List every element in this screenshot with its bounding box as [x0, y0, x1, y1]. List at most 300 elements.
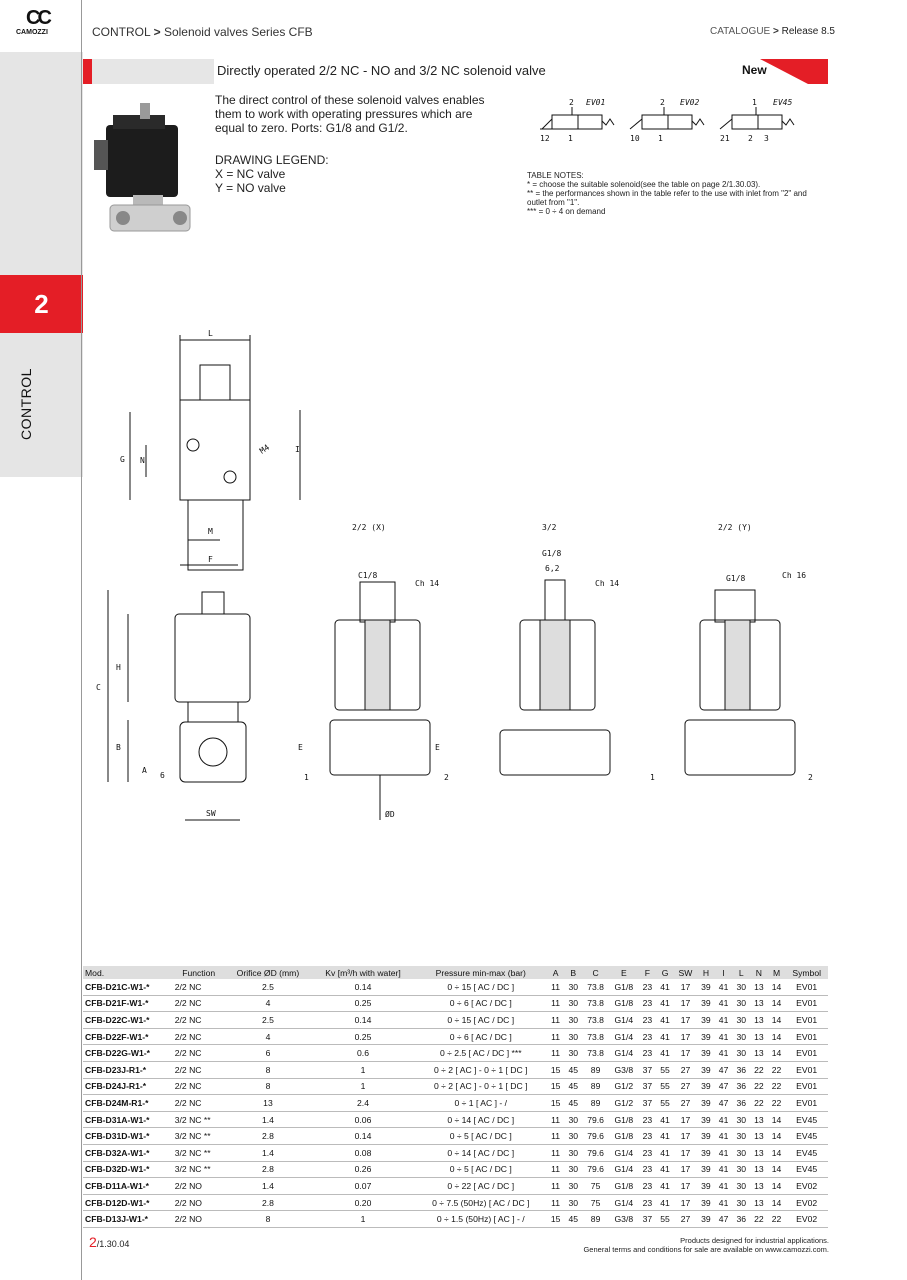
port-1-y: 1 [650, 773, 655, 782]
table-cell: 36 [732, 1211, 750, 1228]
table-cell: G1/4 [609, 1161, 638, 1178]
table-row [83, 1111, 828, 1128]
table-row [83, 1161, 828, 1178]
dim-G: G [120, 455, 125, 464]
table-cell: 0 ÷ 15 [ AC / DC ] [415, 1012, 547, 1029]
table-cell: 47 [715, 1095, 733, 1112]
table-body [83, 979, 828, 1227]
table-cell: 1 [311, 1211, 414, 1228]
table-cell: 4 [225, 1028, 312, 1045]
valve-symbols [530, 95, 810, 150]
table-cell: 2.5 [225, 979, 312, 995]
model-code: CFB-D31A-W1-* [83, 1111, 173, 1128]
table-cell: 30 [732, 1128, 750, 1145]
table-row [83, 1028, 828, 1045]
table-cell: 39 [697, 1194, 715, 1211]
table-cell: 41 [656, 979, 674, 995]
table-cell: 13 [750, 1111, 768, 1128]
legend-title: DRAWING LEGEND: [215, 153, 329, 167]
table-cell: 30 [732, 1161, 750, 1178]
table-cell: 39 [697, 1178, 715, 1195]
symbol-ev45-port-21: 21 [720, 134, 730, 143]
table-cell: 23 [639, 1128, 657, 1145]
table-cell: 41 [656, 1028, 674, 1045]
table-cell: 13 [750, 1194, 768, 1211]
table-cell: 41 [715, 1012, 733, 1029]
table-cell: 2/2 NC [173, 1095, 225, 1112]
dim-C: C [96, 683, 101, 692]
table-cell: G1/8 [609, 1178, 638, 1195]
table-cell: 79.6 [582, 1144, 609, 1161]
table-cell: 13 [750, 1178, 768, 1195]
table-cell: 73.8 [582, 979, 609, 995]
table-cell: 23 [639, 995, 657, 1012]
table-cell: 0.07 [311, 1178, 414, 1195]
table-cell: G1/4 [609, 1144, 638, 1161]
symbol-ev45-port-3: 3 [764, 134, 769, 143]
table-row [83, 1078, 828, 1095]
table-cell: 11 [547, 1161, 565, 1178]
symbol-ev02 [630, 98, 704, 143]
port-1-x: 1 [304, 773, 309, 782]
table-cell: 17 [674, 1161, 697, 1178]
camozzi-logo-icon: CC [26, 7, 49, 29]
table-cell: 14 [768, 1028, 786, 1045]
dim-H: H [116, 663, 121, 672]
table-cell: 30 [732, 1178, 750, 1195]
table-cell: 39 [697, 1078, 715, 1095]
table-cell: 0 ÷ 5 [ AC / DC ] [415, 1161, 547, 1178]
legend-y: Y = NO valve [215, 181, 286, 195]
camozzi-logo-text: CAMOZZI [16, 29, 48, 36]
table-cell: 22 [750, 1095, 768, 1112]
model-code: CFB-D13J-W1-* [83, 1211, 173, 1228]
table-cell: 23 [639, 1028, 657, 1045]
port-g18-32: G1/8 [542, 549, 562, 558]
table-cell: 41 [656, 1012, 674, 1029]
port-g18-y: G1/8 [726, 574, 746, 583]
dim-E-x: E [298, 743, 303, 752]
model-code: CFB-D31D-W1-* [83, 1128, 173, 1145]
table-cell: 3/2 NC ** [173, 1161, 225, 1178]
table-cell: 14 [768, 1144, 786, 1161]
ch16-label-y: Ch 16 [782, 571, 807, 580]
table-cell: 2.8 [225, 1161, 312, 1178]
table-header-row [83, 966, 828, 979]
dim-M4: M4 [257, 442, 272, 456]
table-cell: 1 [311, 1078, 414, 1095]
title-image-band [92, 59, 214, 84]
table-cell: EV01 [785, 1012, 828, 1029]
symbol-ev45-port-1: 1 [752, 98, 757, 107]
symbol-ev02-port-2: 2 [660, 98, 665, 107]
table-cell: G1/2 [609, 1078, 638, 1095]
model-code: CFB-D24J-R1-* [83, 1078, 173, 1095]
table-header-cell: L [732, 966, 750, 979]
table-cell: 30 [564, 995, 582, 1012]
table-cell: 0.25 [311, 1028, 414, 1045]
table-cell: G1/8 [609, 995, 638, 1012]
breadcrumb [92, 25, 313, 39]
table-header-cell: F [639, 966, 657, 979]
footer-line-1: Products designed for industrial applications. [680, 1236, 829, 1245]
product-description: The direct control of these solenoid valves enables them to work with operating pressures which are equal to zero. Ports: G1/8 and G1/2. [215, 93, 485, 135]
table-cell: 3/2 NC ** [173, 1144, 225, 1161]
table-cell: 39 [697, 1095, 715, 1112]
note-2: ** = the performances shown in the table refer to the use with inlet from "2" and outlet from "1". [527, 189, 807, 207]
table-cell: 41 [656, 1111, 674, 1128]
table-cell: G3/8 [609, 1211, 638, 1228]
drawing-legend [215, 153, 329, 195]
table-cell: 27 [674, 1061, 697, 1078]
table-cell: 37 [639, 1078, 657, 1095]
table-cell: 15 [547, 1061, 565, 1078]
table-cell: 30 [564, 1144, 582, 1161]
model-code: CFB-D12D-W1-* [83, 1194, 173, 1211]
symbol-ev02-code: EV02 [680, 98, 700, 107]
dim-I: I [295, 445, 300, 454]
table-cell: 1.4 [225, 1178, 312, 1195]
table-cell: 6 [225, 1045, 312, 1062]
table-cell: 39 [697, 1211, 715, 1228]
table-cell: 47 [715, 1211, 733, 1228]
table-cell: EV02 [785, 1211, 828, 1228]
table-cell: 45 [564, 1095, 582, 1112]
catalogue-separator: > [773, 26, 779, 37]
table-cell: 41 [715, 1144, 733, 1161]
table-cell: 11 [547, 995, 565, 1012]
table-cell: EV45 [785, 1128, 828, 1145]
table-cell: 8 [225, 1211, 312, 1228]
breadcrumb-section[interactable]: CONTROL [92, 25, 151, 39]
table-cell: 23 [639, 1045, 657, 1062]
table-cell: 13 [750, 1012, 768, 1029]
table-cell: 41 [656, 995, 674, 1012]
table-row [83, 1095, 828, 1112]
table-cell: 37 [639, 1211, 657, 1228]
table-cell: 17 [674, 1178, 697, 1195]
table-cell: 11 [547, 1128, 565, 1145]
table-cell: 14 [768, 1161, 786, 1178]
table-cell: 30 [732, 979, 750, 995]
table-cell: 11 [547, 1045, 565, 1062]
table-cell: 13 [750, 1128, 768, 1145]
table-cell: EV01 [785, 1078, 828, 1095]
table-row [83, 1012, 828, 1029]
table-cell: 0 ÷ 2 [ AC ] - 0 ÷ 1 [ DC ] [415, 1061, 547, 1078]
table-header-cell: SW [674, 966, 697, 979]
table-cell: 39 [697, 1161, 715, 1178]
table-cell: EV45 [785, 1161, 828, 1178]
table-cell: 2/2 NO [173, 1178, 225, 1195]
table-cell: 73.8 [582, 1028, 609, 1045]
table-cell: 11 [547, 979, 565, 995]
table-cell: 41 [715, 995, 733, 1012]
table-cell: 2.5 [225, 1012, 312, 1029]
table-cell: 15 [547, 1211, 565, 1228]
table-cell: 41 [656, 1194, 674, 1211]
dim-E-x2: E [435, 743, 440, 752]
table-cell: EV01 [785, 1028, 828, 1045]
table-cell: 22 [750, 1061, 768, 1078]
table-row [83, 1144, 828, 1161]
section-32-view [500, 580, 610, 775]
table-header-cell: B [564, 966, 582, 979]
dim-F: F [208, 555, 213, 564]
table-cell: 0 ÷ 5 [ AC / DC ] [415, 1128, 547, 1145]
table-cell: 30 [564, 1012, 582, 1029]
legend-x: X = NC valve [215, 167, 286, 181]
model-code: CFB-D11A-W1-* [83, 1178, 173, 1195]
table-cell: 0.06 [311, 1111, 414, 1128]
table-cell: 89 [582, 1095, 609, 1112]
table-cell: 0 ÷ 2.5 [ AC / DC ] *** [415, 1045, 547, 1062]
table-cell: 55 [656, 1061, 674, 1078]
dim-6-2: 6,2 [545, 564, 560, 573]
model-code: CFB-D23J-R1-* [83, 1061, 173, 1078]
page-number-main: 2 [89, 1234, 97, 1250]
table-cell: 3/2 NC ** [173, 1111, 225, 1128]
table-cell: 47 [715, 1061, 733, 1078]
table-cell: 2/2 NO [173, 1211, 225, 1228]
table-cell: EV45 [785, 1111, 828, 1128]
table-cell: 41 [715, 1178, 733, 1195]
table-cell: 2/2 NC [173, 1078, 225, 1095]
table-cell: 27 [674, 1078, 697, 1095]
table-cell: 39 [697, 979, 715, 995]
table-cell: 75 [582, 1194, 609, 1211]
table-cell: 89 [582, 1061, 609, 1078]
table-cell: 45 [564, 1211, 582, 1228]
table-cell: 30 [564, 1178, 582, 1195]
table-cell: 55 [656, 1095, 674, 1112]
symbol-ev01-port-12: 12 [540, 134, 550, 143]
dim-6: 6 [160, 771, 165, 780]
table-cell: 39 [697, 1045, 715, 1062]
table-cell: 41 [656, 1161, 674, 1178]
table-cell: G1/2 [609, 1095, 638, 1112]
table-cell: 22 [768, 1078, 786, 1095]
table-header-cell: C [582, 966, 609, 979]
model-code: CFB-D21C-W1-* [83, 979, 173, 995]
table-cell: 39 [697, 1128, 715, 1145]
table-cell: 0 ÷ 1.5 (50Hz) [ AC ] - / [415, 1211, 547, 1228]
table-header-cell: Pressure min-max (bar) [415, 966, 547, 979]
table-cell: 30 [564, 1128, 582, 1145]
table-row [83, 1128, 828, 1145]
port-2-y: 2 [808, 773, 813, 782]
table-cell: 41 [656, 1144, 674, 1161]
model-code: CFB-D24M-R1-* [83, 1095, 173, 1112]
symbol-ev45-code: EV45 [773, 98, 793, 107]
table-cell: 2/2 NC [173, 1012, 225, 1029]
table-cell: 8 [225, 1061, 312, 1078]
table-cell: 0 ÷ 2 [ AC ] - 0 ÷ 1 [ DC ] [415, 1078, 547, 1095]
symbol-ev02-port-1: 1 [658, 134, 663, 143]
table-cell: 41 [715, 1111, 733, 1128]
table-cell: G1/8 [609, 979, 638, 995]
table-cell: 41 [715, 1045, 733, 1062]
table-cell: 0.14 [311, 1012, 414, 1029]
table-cell: 39 [697, 1028, 715, 1045]
table-cell: 0 ÷ 14 [ AC / DC ] [415, 1144, 547, 1161]
table-cell: 30 [732, 1194, 750, 1211]
table-cell: 1.4 [225, 1144, 312, 1161]
table-cell: 30 [732, 1045, 750, 1062]
table-cell: 89 [582, 1211, 609, 1228]
footer-text [583, 1236, 829, 1254]
table-cell: 23 [639, 1144, 657, 1161]
breadcrumb-page: Solenoid valves Series CFB [163, 25, 313, 39]
new-badge: New [742, 63, 767, 77]
table-cell: 2.8 [225, 1194, 312, 1211]
table-header-cell: Kv [m³/h with water] [311, 966, 414, 979]
table-cell: 1.4 [225, 1111, 312, 1128]
table-cell: 0 ÷ 14 [ AC / DC ] [415, 1111, 547, 1128]
table-cell: 11 [547, 1178, 565, 1195]
table-cell: 79.6 [582, 1128, 609, 1145]
table-cell: 17 [674, 1111, 697, 1128]
table-header-cell: M [768, 966, 786, 979]
model-code: CFB-D22C-W1-* [83, 1012, 173, 1029]
table-cell: 22 [768, 1211, 786, 1228]
table-cell: 41 [715, 1161, 733, 1178]
table-cell: 39 [697, 1144, 715, 1161]
note-1: * = choose the suitable solenoid(see the table on page 2/1.30.03). [527, 180, 761, 189]
table-header-cell: I [715, 966, 733, 979]
table-cell: 41 [656, 1128, 674, 1145]
table-cell: G3/8 [609, 1061, 638, 1078]
sidebar-band [0, 52, 83, 477]
table-cell: 13 [750, 1161, 768, 1178]
table-cell: 30 [564, 1045, 582, 1062]
table-cell: 30 [732, 995, 750, 1012]
dim-A: A [142, 766, 147, 775]
table-cell: 30 [564, 979, 582, 995]
table-cell: 13 [750, 979, 768, 995]
table-cell: 17 [674, 1028, 697, 1045]
table-cell: 14 [768, 995, 786, 1012]
model-code: CFB-D22F-W1-* [83, 1028, 173, 1045]
sidebar-chapter-number[interactable]: 2 [0, 275, 83, 333]
table-cell: 4 [225, 995, 312, 1012]
title-accent [83, 59, 92, 84]
footer-line-2: General terms and conditions for sale are available on www.camozzi.com. [583, 1245, 829, 1254]
table-cell: 11 [547, 1144, 565, 1161]
table-cell: 11 [547, 1111, 565, 1128]
table-cell: 14 [768, 1128, 786, 1145]
table-cell: 0 ÷ 6 [ AC / DC ] [415, 995, 547, 1012]
table-cell: 13 [750, 1028, 768, 1045]
table-cell: 30 [564, 1161, 582, 1178]
section-nc-view [330, 582, 430, 820]
table-header-cell: Mod. [83, 966, 173, 979]
symbol-ev01-port-2: 2 [569, 98, 574, 107]
table-header-cell: Symbol [785, 966, 828, 979]
table-cell: 41 [656, 1045, 674, 1062]
symbol-ev02-port-10: 10 [630, 134, 640, 143]
table-row [83, 1178, 828, 1195]
symbol-ev01 [540, 98, 614, 143]
table-cell: 41 [656, 1178, 674, 1195]
note-3: *** = 0 ÷ 4 on demand [527, 207, 606, 216]
table-cell: EV01 [785, 1045, 828, 1062]
table-cell: 2/2 NC [173, 1061, 225, 1078]
table-cell: 37 [639, 1095, 657, 1112]
table-cell: 0 ÷ 6 [ AC / DC ] [415, 1028, 547, 1045]
table-row [83, 995, 828, 1012]
table-row [83, 1061, 828, 1078]
catalogue-release [710, 26, 835, 37]
table-header-cell: H [697, 966, 715, 979]
page-number [89, 1234, 129, 1250]
table-cell: EV01 [785, 995, 828, 1012]
table-cell: 11 [547, 1194, 565, 1211]
table-cell: 11 [547, 1028, 565, 1045]
sidebar-section-label[interactable]: CONTROL [18, 368, 34, 440]
table-cell: 15 [547, 1078, 565, 1095]
table-cell: 11 [547, 1012, 565, 1029]
table-cell: 14 [768, 1194, 786, 1211]
table-cell: 79.6 [582, 1161, 609, 1178]
table-cell: 73.8 [582, 1012, 609, 1029]
table-cell: 30 [732, 1111, 750, 1128]
table-cell: 47 [715, 1078, 733, 1095]
table-cell: EV01 [785, 1061, 828, 1078]
port-c18-label: C1/8 [358, 571, 378, 580]
table-cell: 0.14 [311, 1128, 414, 1145]
table-cell: 37 [639, 1061, 657, 1078]
table-cell: 22 [750, 1078, 768, 1095]
model-code: CFB-D22G-W1-* [83, 1045, 173, 1062]
page-title: Directly operated 2/2 NC - NO and 3/2 NC solenoid valve [217, 63, 546, 78]
table-cell: 17 [674, 1012, 697, 1029]
table-cell: 17 [674, 1045, 697, 1062]
table-cell: 13 [750, 1045, 768, 1062]
table-cell: 0.25 [311, 995, 414, 1012]
table-cell: 2/2 NC [173, 979, 225, 995]
table-header-cell: E [609, 966, 638, 979]
model-code: CFB-D32A-W1-* [83, 1144, 173, 1161]
technical-drawings [90, 320, 830, 830]
table-cell: 2.4 [311, 1095, 414, 1112]
table-cell: 17 [674, 1128, 697, 1145]
table-row [83, 1211, 828, 1228]
table-header-cell: N [750, 966, 768, 979]
table-cell: 75 [582, 1178, 609, 1195]
table-cell: G1/4 [609, 1028, 638, 1045]
table-cell: 8 [225, 1078, 312, 1095]
table-cell: EV45 [785, 1144, 828, 1161]
table-cell: 0 ÷ 15 [ AC / DC ] [415, 979, 547, 995]
table-cell: 1 [311, 1061, 414, 1078]
table-cell: EV01 [785, 1095, 828, 1112]
table-cell: 22 [750, 1211, 768, 1228]
dim-OD: ØD [385, 810, 395, 819]
table-notes [527, 171, 827, 216]
catalogue-label: CATALOGUE [710, 26, 771, 37]
table-cell: 23 [639, 1111, 657, 1128]
dim-L: L [208, 329, 213, 338]
model-code: CFB-D21F-W1-* [83, 995, 173, 1012]
table-cell: 17 [674, 979, 697, 995]
symbol-ev01-code: EV01 [586, 98, 606, 107]
table-cell: 36 [732, 1095, 750, 1112]
view-y-label: 2/2 (Y) [718, 523, 752, 532]
dim-N: N [140, 456, 145, 465]
table-cell: 30 [564, 1111, 582, 1128]
table-cell: 22 [768, 1095, 786, 1112]
